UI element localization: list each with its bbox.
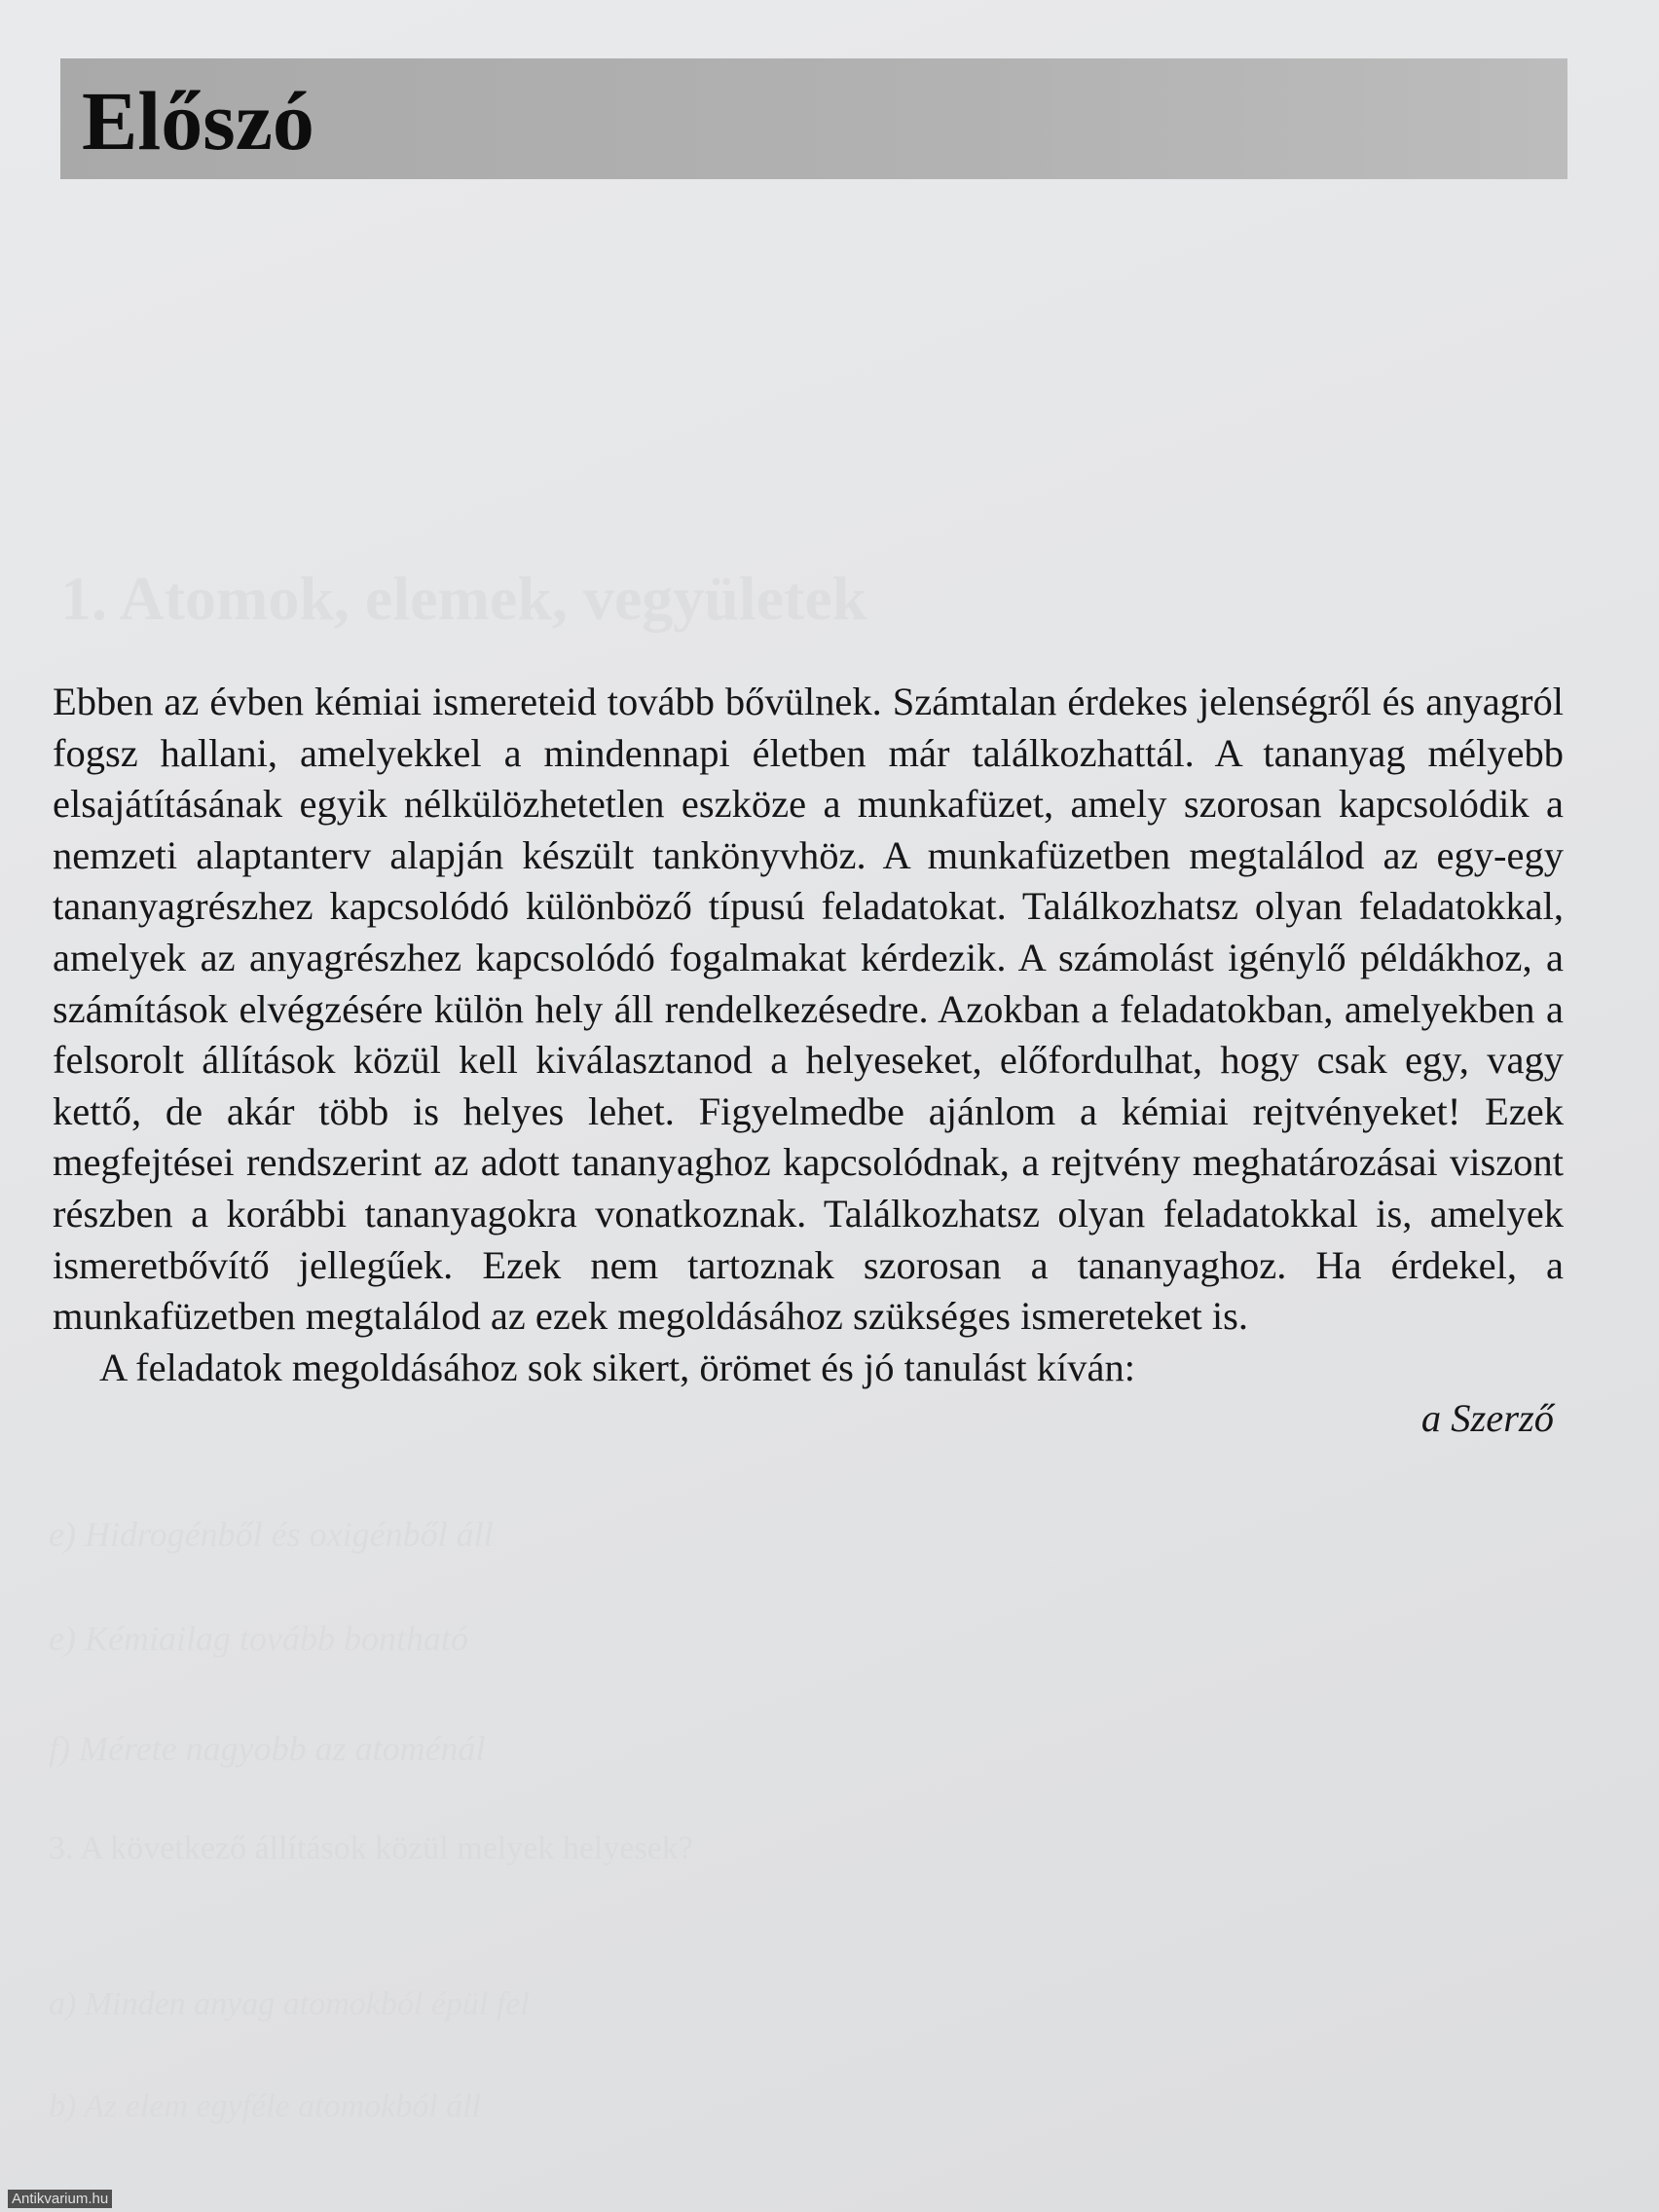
bleed-through-line: a) Minden anyag atomokból épül fel (49, 1986, 530, 2022)
preface-paragraph: Ebben az évben kémiai ismereteid tovább bővülnek. Számtalan érdekes jelenségről és anyagról fogsz hallani, amelyekkel a mindennapi életben már találkozhattál. A tananyag mélyebb elsajátításának egyik nélkülözhetetlen eszköze a munkafüzet, amely szorosan kapcsolódik a nemzeti alaptanterv alapján készült tankönyvhöz. A munkafüzetben megtalálod az egy-egy tananyagrészhez kapcsolódó különböző típusú feladatokat. Találkozhatsz olyan feladatokkal, amelyek az anyagrészhez kapcsolódó fogalmakat kérdezik. A számolást igénylő példákhoz, a számítások elvégzésére külön hely áll rendelkezésedre. Azokban a feladatokban, amelyekben a felsorolt állítások közül kell kiválasztanod a helyeseket, előfordulhat, hogy csak egy, vagy kettő, de akár több is helyes lehet. Figyelmedbe ajánlom a kémiai rejtvényeket! Ezek megfejtései rendszerint az adott tananyaghoz kapcsolódnak, a rejtvény meghatározásai viszont részben a korábbi tananyagokra vonatkoznak. Találkozhatsz olyan feladatokkal is, amelyek ismeretbővítő jellegűek. Ezek nem tartoznak szorosan a tananyaghoz. Ha érdekel, a munkafüzetben megtalálod az ezek megoldásához szükséges ismereteket is. (53, 680, 1564, 1339)
bleed-through-line: b) Az elem egyféle atomokból áll (49, 2088, 482, 2124)
bleed-through-line: e) Kémiailag tovább bontható (49, 1619, 468, 1658)
closing-line: A feladatok megoldásához sok sikert, örömet és jó tanulást kíván: (99, 1345, 1135, 1389)
bleed-through-line: 3. A következő állítások közül melyek helyesek? (49, 1830, 693, 1866)
preface-content (53, 677, 1564, 1445)
title-bar (60, 58, 1567, 179)
bleed-through-line: e) Hidrogénből és oxigénből áll (49, 1515, 494, 1554)
bleed-through-heading: 1. Atomok, elemek, vegyületek (60, 564, 867, 633)
watermark: Antikvarium.hu (8, 2190, 112, 2208)
page-title: Előszó (82, 74, 314, 167)
author-signature: a Szerző (1420, 1396, 1554, 1441)
bleed-through-line: f) Mérete nagyobb az atoménál (49, 1729, 486, 1768)
